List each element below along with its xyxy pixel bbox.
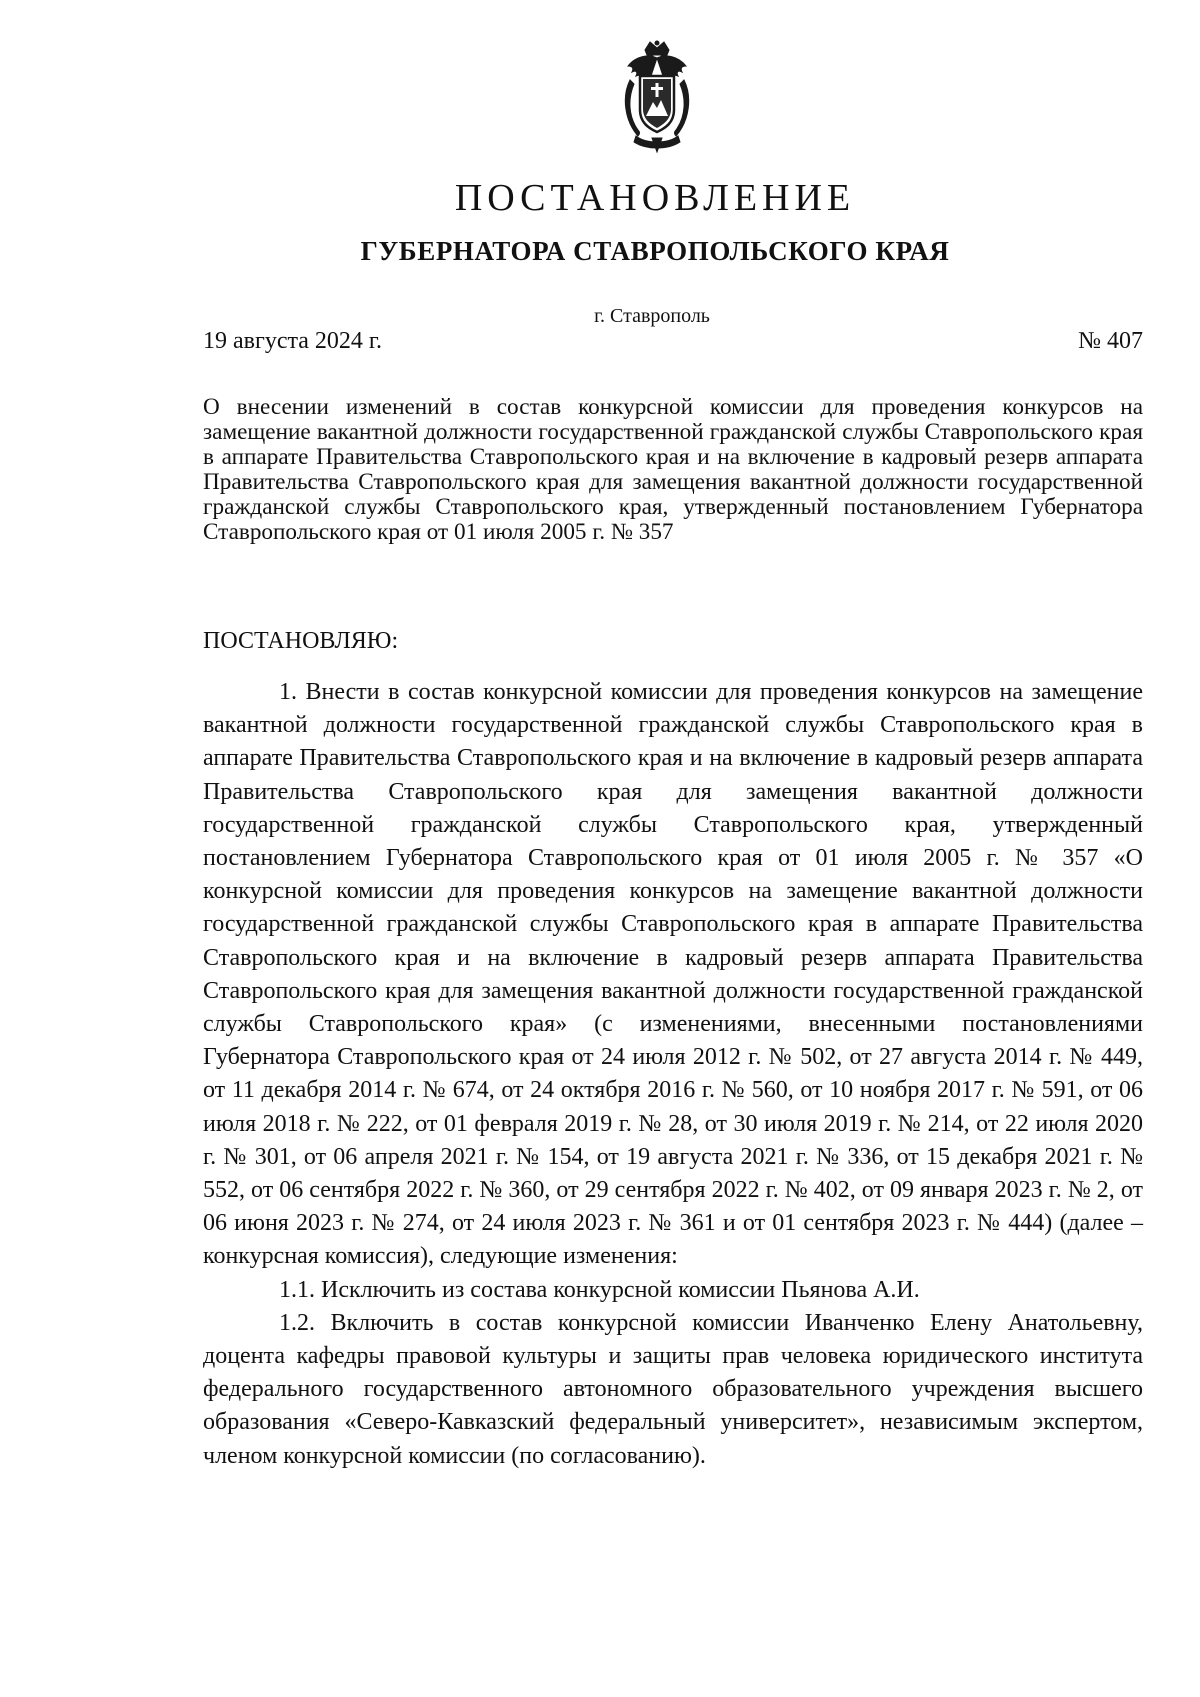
paragraph-1: 1. Внести в состав конкурсной комиссии для проведения конкурсов на замещение вакантной должности государственной гражданской службы Ставропольского края в аппарате Правительства Ставропольского края и на включение в кадровый резерв аппарата Правительства Ставропольского края для замещения вакантной должности государственной гражданской службы Ставропольского края, утвержденный постановлением Губернатора Ставропольского края от 01 июля 2005 г. № 357 «О конкурсной комиссии для проведения конкурсов на замещение вакантной должности государственной гражданской службы Ставропольского края в аппарате Правительства Ставропольского края и на включение в кадровый резерв аппарата Правительства Ставропольского края для замещения вакантной должности государственной гражданской службы Ставропольского края» (с изменениями, внесенными постановлениями Губернатора Ставропольского края от 24 июля 2012 г. № 502, от 27 августа 2014 г. № 449, от 11 декабря 2014 г. № 674, от 24 октября 2016 г. № 560, от 10 ноября 2017 г. № 591, от 06 июля 2018 г. № 222, от 01 февраля 2019 г. № 28, от 30 июля 2019 г. № 214, от 22 июля 2020 г. № 301, от 06 апреля 2021 г. № 154, от 19 августа 2021 г. № 336, от 15 декабря 2021 г. № 552, от 06 сентября 2022 г. № 360, от 29 сентября 2022 г. № 402, от 09 января 2023 г. № 2, от 06 июня 2023 г. № 274, от 24 июля 2023 г. № 361 и от 01 сентября 2023 г. № 444) (далее – конкурсная комиссия), следующие изменения: xyxy=(203,679,1143,1270)
paragraph-1-2: 1.2. Включить в состав конкурсной комиссии Иванченко Елену Анатольевну, доцента кафедры правовой культуры и защиты прав человека юридического института федерального государственного автономного образовательного учреждения высшего образования «Северо-Кавказский федеральный университет», независимым экспертом, членом конкурсной комиссии (по согласованию). xyxy=(203,1309,1143,1469)
document-number: № 407 xyxy=(1078,328,1143,354)
city-label: г. Ставрополь xyxy=(594,305,710,327)
document-body xyxy=(203,676,1143,1473)
paragraph-1-1: 1.1. Исключить из состава конкурсной комиссии Пьянова А.И. xyxy=(279,1276,920,1303)
decree-word: ПОСТАНОВЛЯЮ: xyxy=(203,628,399,654)
document-date: 19 августа 2024 г. xyxy=(203,328,383,354)
document-title: ПОСТАНОВЛЕНИЕ xyxy=(454,177,856,219)
coat-of-arms-icon xyxy=(618,40,696,155)
document-subject: О внесении изменений в состав конкурсной комиссии для проведения конкурсов на замещение вакантной должности государственной гражданской службы Ставропольского края в аппарате Правительства Ставропольского края и на включение в кадровый резерв аппарата Правительства Ставропольского края для замещения вакантной должности государственной гражданской службы Ставропольского края, утвержденный постановлением Губернатора Ставропольского края от 01 июля 2005 г. № 357 xyxy=(203,394,1143,545)
document-issuer: ГУБЕРНАТОРА СТАВРОПОЛЬСКОГО КРАЯ xyxy=(360,236,950,266)
